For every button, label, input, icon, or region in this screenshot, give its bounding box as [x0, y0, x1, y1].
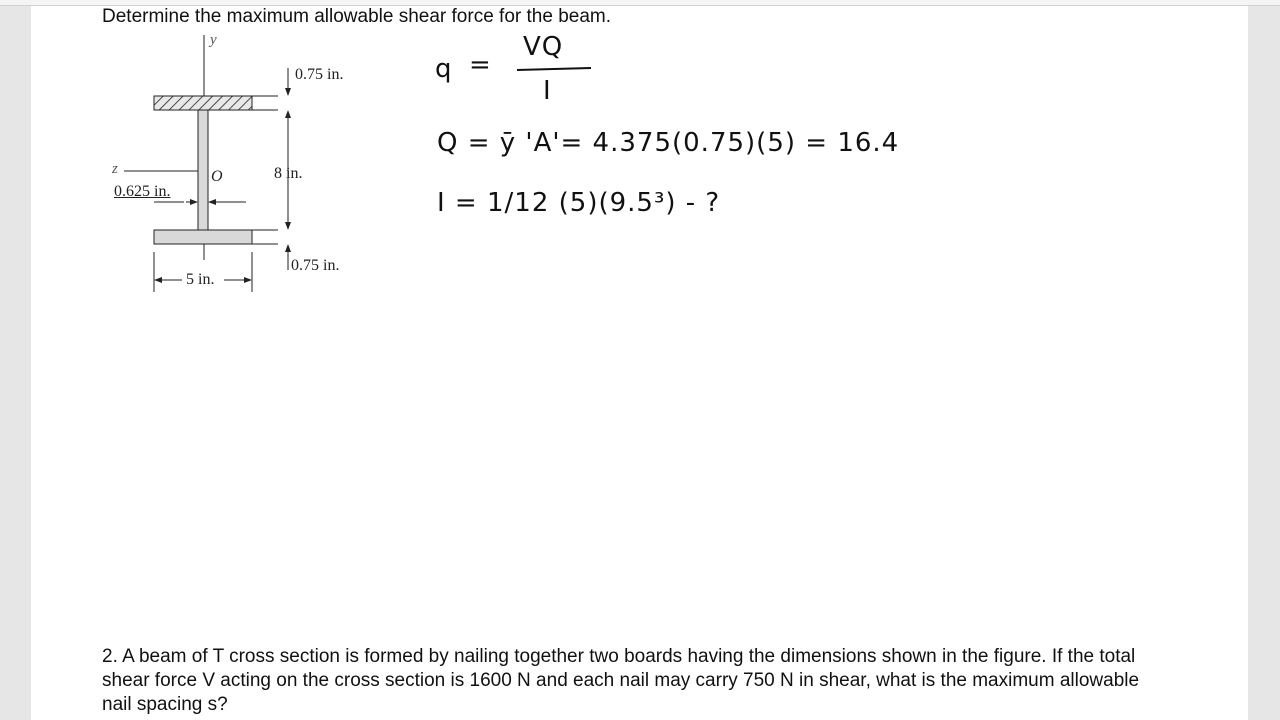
handwritten-work — [425, 30, 985, 240]
q-equals: = — [469, 50, 492, 80]
y-axis-label: y — [210, 32, 217, 48]
top-flange — [154, 96, 252, 110]
q-denominator: I — [543, 76, 552, 106]
beam-cross-section-figure — [100, 30, 380, 300]
q-symbol: q — [435, 54, 453, 84]
q-numerator: VQ — [523, 32, 564, 62]
top-flange-thickness-label: 0.75 in. — [295, 66, 344, 83]
web-height-label: 8 in. — [274, 165, 303, 182]
bottom-flange — [154, 230, 252, 244]
web-thickness-label: 0.625 in. — [114, 183, 171, 200]
problem-1-text: Determine the maximum allowable shear force for the beam. — [102, 6, 612, 27]
bottom-flange-thickness-label: 0.75 in. — [291, 257, 340, 274]
problem-2-text: 2. A beam of T cross section is formed by nailing together two boards having the dimensions shown in the figure. If the total shear force V acting on the cross section is 1600 N and each nail may carry 750 N in shear, what is the maximum allowable nail spacing s? — [102, 646, 1140, 715]
flange-width-label: 5 in. — [186, 271, 215, 288]
I-calculation: I = 1/12 (5)(9.5³) - ? — [437, 188, 721, 218]
z-axis-label: z — [112, 161, 118, 177]
web — [198, 110, 208, 230]
Q-calculation: Q = ȳ 'A'= 4.375(0.75)(5) = 16.4 — [437, 128, 900, 158]
origin-label: O — [211, 168, 223, 185]
fraction-bar — [517, 68, 591, 70]
